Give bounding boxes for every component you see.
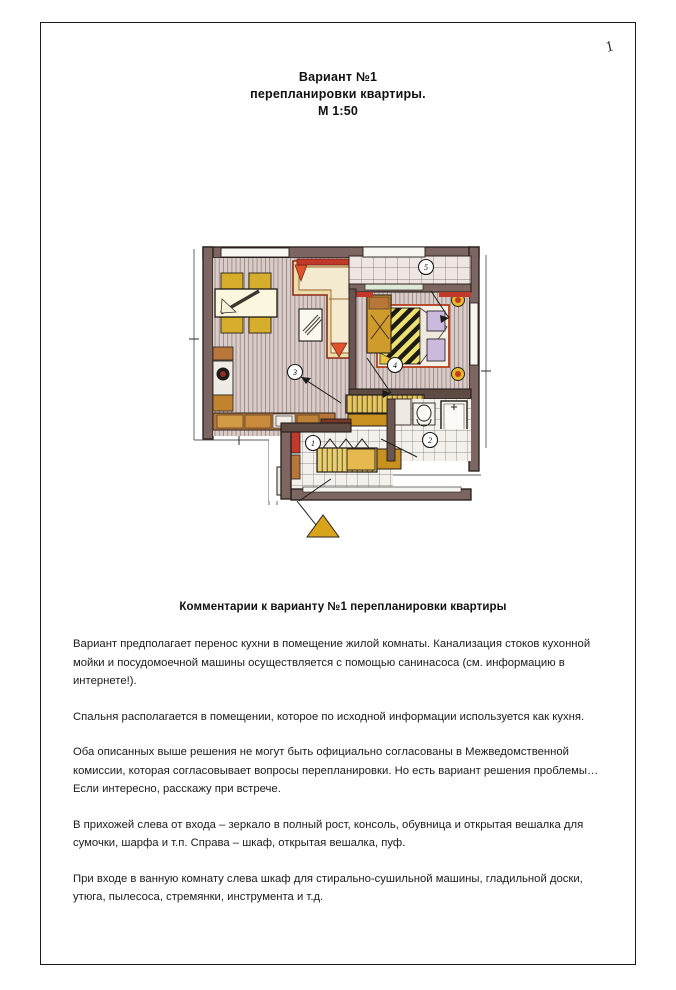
comments-heading: Комментарии к варианту №1 перепланировки квартиры — [179, 601, 507, 613]
room-marker-1-label: 1 — [311, 439, 315, 448]
page-number: 1 — [603, 37, 615, 57]
room-bedroom — [349, 283, 471, 389]
room-balcony — [349, 256, 471, 284]
floorplan-drawing — [181, 243, 501, 563]
comment-paragraph-3: Оба описанных выше решения не могут быть официально согласованы в Межведомственной комиссии, которая согласовывает вопросы перепланировки. Но есть вариант решения проблемы… Если интересно, расскажу при встрече. — [73, 746, 599, 795]
room-marker-3 — [288, 365, 303, 380]
room-marker-2 — [423, 433, 438, 448]
entry-arrow-marker — [297, 501, 339, 537]
page-sheet — [40, 22, 636, 965]
comment-paragraph-1: Вариант предполагает перенос кухни в помещение жилой комнаты. Канализация стоков кухонной мойки и посудомоечной машины осуществляется с помощью санинасоса (см. информацию в интернете!). — [73, 638, 591, 687]
comment-paragraph-4: В прихожей слева от входа – зеркало в полный рост, консоль, обувница и открытая вешалка для сумочки, шарфа и т.п. Справа – шкаф, открытая вешалка, пуф. — [73, 818, 584, 849]
title-line-2: перепланировки квартиры. — [250, 87, 426, 101]
room-marker-2-label: 2 — [428, 436, 432, 445]
comments-section — [73, 601, 613, 907]
tv-panel — [299, 309, 322, 341]
room-marker-4-label: 4 — [393, 361, 397, 370]
room-marker-1 — [306, 436, 321, 451]
floorplan-svg — [181, 243, 501, 563]
room-marker-4 — [388, 358, 403, 373]
room-marker-5 — [419, 260, 434, 275]
room-marker-3-label: 3 — [293, 368, 297, 377]
room-marker-5-label: 5 — [424, 263, 428, 272]
comment-paragraph-5: При входе в ванную комнату слева шкаф для стирально-сушильной машины, гладильной доски, утюга, пылесоса, стремянки, инструмента и т.д. — [73, 872, 583, 903]
page-title — [41, 69, 635, 120]
title-line-1: Вариант №1 — [298, 70, 378, 84]
title-line-3: М 1:50 — [317, 104, 359, 118]
comment-paragraph-2: Спальня располагается в помещении, которое по исходной информации используется как кухня. — [73, 710, 585, 723]
